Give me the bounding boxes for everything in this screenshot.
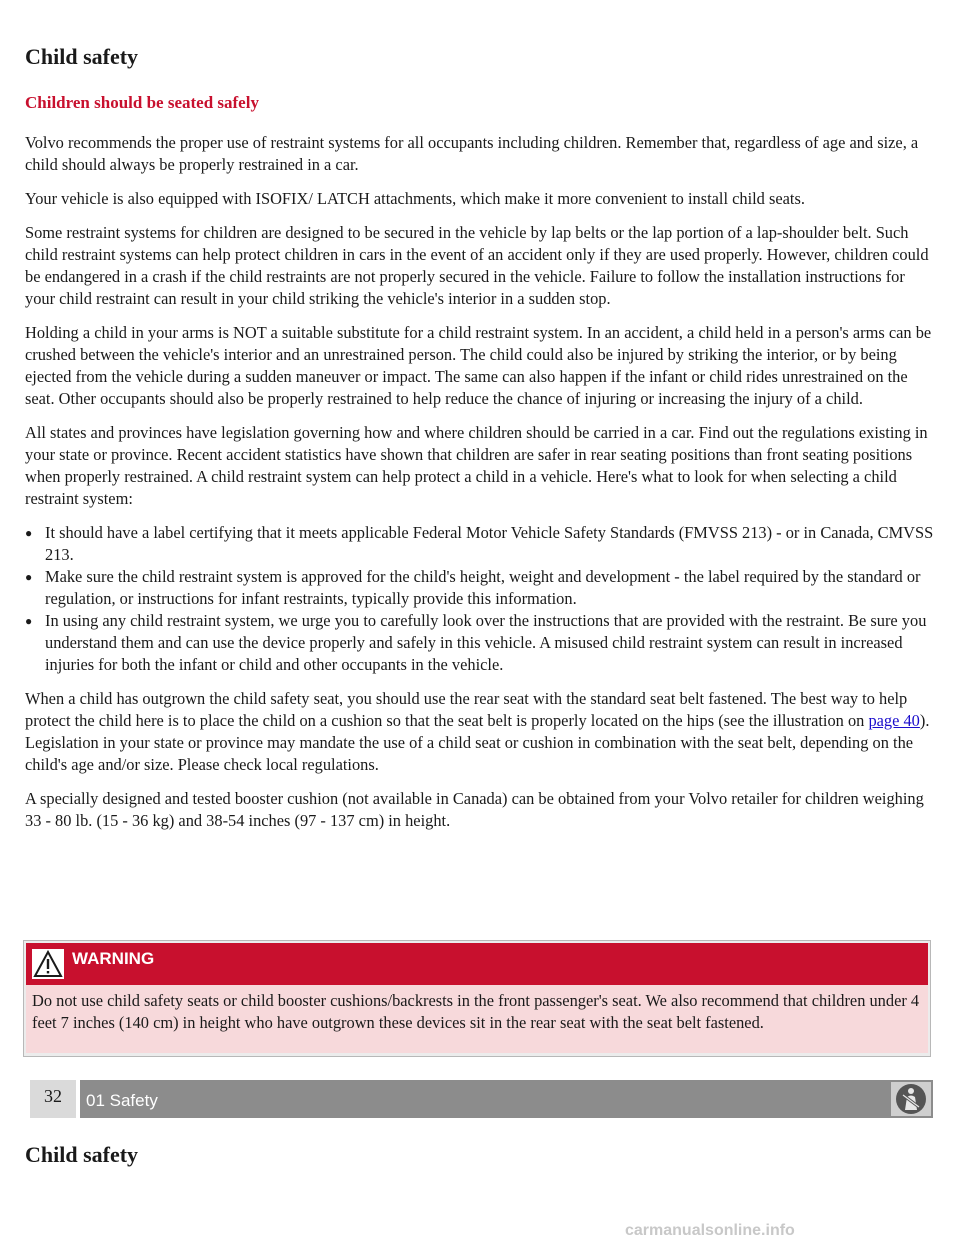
body-text [25, 132, 935, 844]
warning-triangle-icon [32, 949, 64, 979]
section-label [80, 1080, 933, 1118]
section-name: 01 Safety [86, 1091, 158, 1110]
bullet-icon: ● [25, 570, 33, 584]
bullet-icon: ● [25, 526, 33, 540]
section-subheading: Children should be seated safely [25, 93, 259, 112]
paragraph-outgrown: When a child has outgrown the child safety seat, you should use the rear seat with the standard seat belt fastened. The best way to help protect the child here is to place the child on a cushion so that the seat belt is properly located on the hips (see the illustration on page 40). Legislation in your state or province may mandate the use of a child seat or cushion in combination with the seat belt, depending on the child's age and/or size. Please check local regulations. [25, 689, 930, 774]
bullet-icon: ● [25, 614, 33, 628]
paragraph-2: Your vehicle is also equipped with ISOFIX/ LATCH attachments, which make it more convenient to install child seats. [25, 189, 805, 208]
next-page-title: Child safety [25, 1142, 139, 1167]
paragraph-5: All states and provinces have legislation governing how and where children should be carried in a car. Find out the regulations existing in your state or province. Recent accident statistics have shown that children are safer in rear seating positions than front seating positions when properly restrained. A child restraint system can help protect a child in a vehicle. Here's what to look for when selecting a child restraint system: [25, 423, 928, 508]
list-item: ● It should have a label certifying that it meets applicable Federal Motor Vehicle Safety Standards (FMVSS 213) - or in Canada, CMVSS 213. [25, 523, 934, 564]
warning-text: Do not use child safety seats or child booster cushions/backrests in the front passenger's seat. We also recommend that children under 4 feet 7 inches (140 cm) in height who have outgrown these devices sit in the rear seat with the seat belt fastened. [32, 991, 920, 1032]
page-number: 32 [30, 1080, 76, 1118]
page-title: Child safety [25, 44, 139, 69]
list-item: ● In using any child restraint system, we urge you to carefully look over the instructions that are provided with the restraint. Be sure you understand them and can use the device properly and safely in this vehicle. A misused child restraint system can result in increased injuries for both the infant or child and other occupants in the vehicle. [25, 611, 927, 674]
page-footer [30, 1080, 933, 1118]
list-item: ● Make sure the child restraint system is approved for the child's height, weight and development - the label required by the standard or regulation, or instructions for infant restraints, typically provide this information. [25, 567, 921, 608]
warning-body [26, 985, 928, 1053]
watermark: carmanualsonline.info [625, 1222, 795, 1239]
paragraph-4: Holding a child in your arms is NOT a suitable substitute for a child restraint system. In an accident, a child held in a person's arms can be crushed between the vehicle's interior and an unrestrained person. The child could also be injured by striking the interior, or by being ejected from the vehicle during a sudden maneuver or impact. The same can also happen if the infant or child rides unrestrained on the seat. Other occupants should also be properly restrained to help reduce the chance of injuring or increasing the injury of a child. [25, 323, 932, 408]
page-40-link[interactable]: page 40 [868, 711, 920, 730]
warning-title: WARNING [72, 949, 155, 968]
paragraph-3: Some restraint systems for children are designed to be secured in the vehicle by lap belts or the lap portion of a lap-shoulder belt. Such child restraint systems can help protect children in cars in the event of an accident only if they are used properly. However, children could be endangered in a crash if the child restraints are not properly secured in the vehicle. Failure to follow the installation instructions for your child restraint can result in your child striking the vehicle's interior in a sudden stop. [25, 223, 929, 308]
seatbelt-icon [891, 1082, 931, 1116]
warning-box [23, 940, 931, 1057]
requirements-list [25, 522, 935, 676]
paragraph-1: Volvo recommends the proper use of restraint systems for all occupants including children. Remember that, regardless of age and size, a child should always be properly restrained in a car. [25, 133, 919, 174]
warning-header [26, 943, 928, 985]
paragraph-booster: A specially designed and tested booster cushion (not available in Canada) can be obtained from your Volvo retailer for children weighing 33 - 80 lb. (15 - 36 kg) and 38-54 inches (97 - 137 cm) in height. [25, 789, 924, 830]
